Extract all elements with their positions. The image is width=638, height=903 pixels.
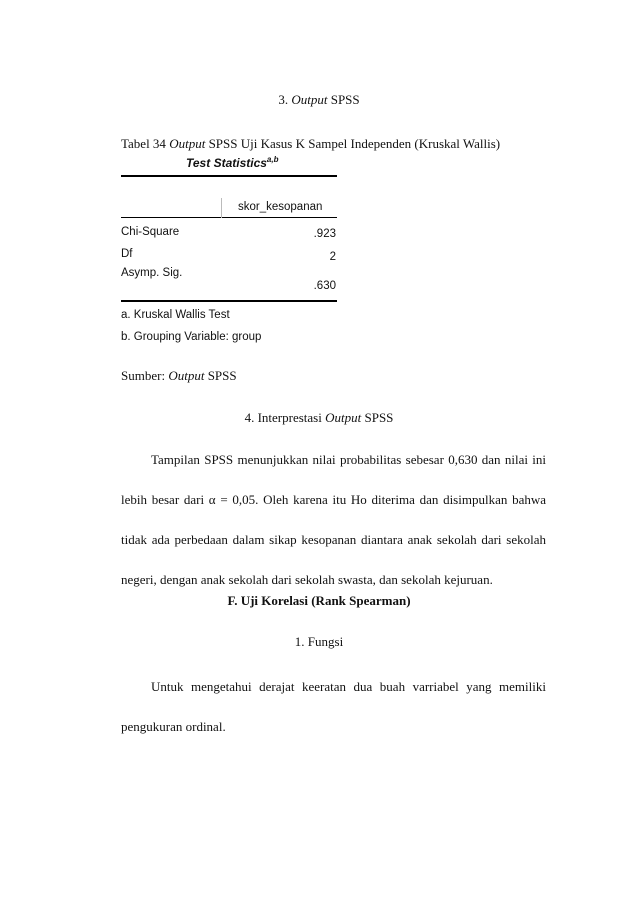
column-header: skor_kesopanan: [238, 201, 323, 213]
interpretation-line: lebih besar dari α = 0,05. Oleh karena itu Ho diterima dan disimpulkan bahwa: [121, 492, 546, 507]
interpretation-line: negeri, dengan anak sekolah dari sekolah swasta, dan sekolah kejuruan.: [121, 572, 493, 587]
table-top-rule: [121, 175, 337, 177]
source-note: Sumber: Output SPSS: [121, 368, 237, 383]
footnote-a: a. Kruskal Wallis Test: [121, 309, 230, 321]
heading-f-uji-korelasi: F. Uji Korelasi (Rank Spearman): [227, 593, 411, 608]
row-value-asymp-sig: .630: [313, 280, 336, 292]
fungsi-paragraph: [121, 673, 546, 741]
row-value-chi-square: .923: [313, 228, 336, 240]
footnote-b: b. Grouping Variable: group: [121, 331, 262, 343]
section-3-heading: 3. Output SPSS: [278, 92, 360, 107]
row-value-df: 2: [329, 251, 336, 263]
spss-table-title: Test Statistics$^{a,b}$: [186, 155, 279, 170]
table-caption: Tabel 34 Output SPSS Uji Kasus K Sampel Independen (Kruskal Wallis): [121, 136, 501, 151]
header-rule: [121, 217, 337, 218]
header-divider: [221, 198, 222, 218]
row-label-asymp-sig: Asymp. Sig.: [121, 267, 183, 279]
row-label-df: Df: [121, 248, 133, 260]
fungsi-line: Untuk mengetahui derajat keeratan dua buah varriabel yang memiliki: [151, 679, 546, 694]
interpretation-line: Tampilan SPSS menunjukkan nilai probabilitas sebesar 0,630 dan nilai ini: [151, 452, 546, 467]
interpretation-paragraph: [121, 446, 546, 594]
interpretation-line: tidak ada perbedaan dalam sikap kesopanan diantara anak sekolah dari sekolah: [121, 532, 546, 547]
table-bottom-rule: [121, 300, 337, 302]
subheading-fungsi: 1. Fungsi: [294, 634, 344, 649]
section-4-heading: 4. Interprestasi Output SPSS: [244, 410, 394, 425]
row-label-chi-square: Chi-Square: [121, 226, 180, 238]
fungsi-line: pengukuran ordinal.: [121, 719, 226, 734]
